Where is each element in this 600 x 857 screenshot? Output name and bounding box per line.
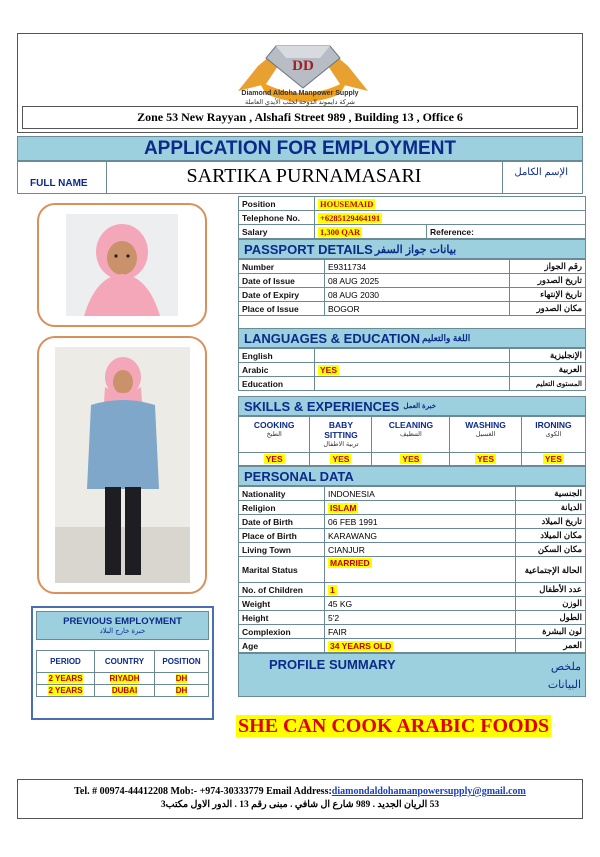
reference-label: Reference: — [427, 225, 586, 239]
job-info-table: Position HOUSEMAID Telephone No. +6285129464191 Salary 1,300 QAR Reference: — [238, 196, 586, 239]
passport-issue-date: 08 AUG 2025 — [325, 274, 510, 288]
company-address: Zone 53 New Rayyan , Alshafi Street 989 , Building 13 , Office 6 — [137, 110, 463, 124]
company-name-ar: شركة دايموند الدوحة لجلب الأيدي العاملة — [245, 99, 355, 106]
skill-cleaning: CLEANING التنظيف — [372, 417, 450, 453]
skill-washing: WASHING الغسيل — [450, 417, 521, 453]
languages-table: English الإنجليزية Arabic YES العربية Education المستوى التعليم — [238, 348, 586, 391]
address-bar — [22, 106, 578, 129]
salary-value: 1,300 QAR — [320, 226, 361, 237]
header-box — [17, 33, 583, 133]
portrait-photo — [66, 214, 178, 316]
photo-frame-portrait — [37, 203, 207, 327]
passport-expiry-date: 08 AUG 2030 — [325, 288, 510, 302]
previous-employment-title: PREVIOUS EMPLOYMENT — [63, 616, 182, 627]
remark-text: SHE CAN COOK ARABIC FOODS — [238, 715, 550, 737]
skills-section-title: SKILLS & EXPERIENCES خبرة العمل — [238, 396, 586, 416]
remark-banner — [236, 715, 551, 738]
footer-box — [17, 779, 583, 819]
full-body-photo — [55, 347, 190, 583]
header-period: PERIOD — [37, 651, 95, 673]
full-name-label-ar: الإسم الكامل — [514, 167, 568, 178]
page-title-bar — [17, 136, 583, 161]
footer-email-link[interactable]: diamondaldohamanpowersupply@gmail.com — [331, 786, 526, 797]
footer-contact: Tel. # 00974-44412208 Mob:- +974-30333779 Email Address: — [74, 786, 332, 797]
previous-employment-table — [36, 650, 209, 697]
page-title: APPLICATION FOR EMPLOYMENT — [143, 137, 457, 159]
passport-number: E9311734 — [325, 260, 510, 274]
personal-table: Nationality INDONESIA الجنسية Religion ISLAM الديانة Date of Birth 06 FEB 1991 تاريخ الميلاد Place of Birth KARAWANG مكان الميلاد Living Town CIANJUR مكان السكن Marital Status MARRIED الحالة الإجتماعية No. of Children 1 عدد الأطفال Weight 45 KG الوزن Height 5'2 الطول Complexion FAIR لون البشرة Age 34 YEARS OLD العمر — [238, 486, 586, 653]
full-name-row — [17, 161, 583, 194]
previous-employment-header — [36, 611, 209, 640]
passport-issue-place: BOGOR — [325, 302, 510, 316]
languages-section-title: LANGUAGES & EDUCATION اللغة والتعليم — [238, 328, 586, 348]
details-column — [238, 196, 586, 697]
photo-frame-full-body — [37, 336, 207, 594]
table-row: 2 YEARS RIYADH DH — [37, 673, 209, 685]
header-country: COUNTRY — [95, 651, 155, 673]
position-value: HOUSEMAID — [320, 198, 374, 209]
profile-summary-title-ar: ملخص البيانات — [547, 661, 581, 691]
skill-ironing: IRONING الكوى — [521, 417, 585, 453]
passport-table: Number E9311734 رقم الجواز Date of Issue 08 AUG 2025 تاريخ الصدور Date of Expiry 08 AUG 2030 تاريخ الإنتهاء Place of Issue BOGOR مكان الصدور — [238, 259, 586, 316]
full-name-label: FULL NAME — [30, 178, 88, 189]
profile-summary-box — [238, 653, 586, 697]
full-name-value: SARTIKA PURNAMASARI — [186, 165, 422, 187]
previous-employment-title-ar: خبرة خارج البلاد — [99, 628, 146, 635]
passport-section-title: PASSPORT DETAILS بيانات جواز السفر — [238, 239, 586, 259]
telephone-value: +6285129464191 — [320, 212, 381, 223]
header-position: POSITION — [155, 651, 209, 673]
skills-table: COOKING الطبخ BABY SITTING تربية الاطفال CLEANING التنظيف WASHING الغسيل IRONING الكوى YES YES YES YES YES — [238, 416, 586, 466]
logo-letters: DD — [292, 58, 314, 74]
personal-section-title: PERSONAL DATA — [238, 466, 586, 486]
footer-address-ar: 53 الريان الجديد . 989 شارع ال شافي . مبنى رقم 13 . الدور الاول مكتب3 — [160, 800, 440, 810]
company-name-en: Diamond Aldoha Manpower Supply — [241, 90, 359, 97]
previous-employment-box — [31, 606, 214, 720]
skill-baby-sitting: BABY SITTING تربية الاطفال — [310, 417, 372, 453]
skill-cooking: COOKING الطبخ — [239, 417, 310, 453]
profile-summary-title: PROFILE SUMMARY — [269, 657, 396, 672]
table-row: 2 YEARS DUBAI DH — [37, 685, 209, 697]
arabic-value: YES — [320, 364, 338, 375]
